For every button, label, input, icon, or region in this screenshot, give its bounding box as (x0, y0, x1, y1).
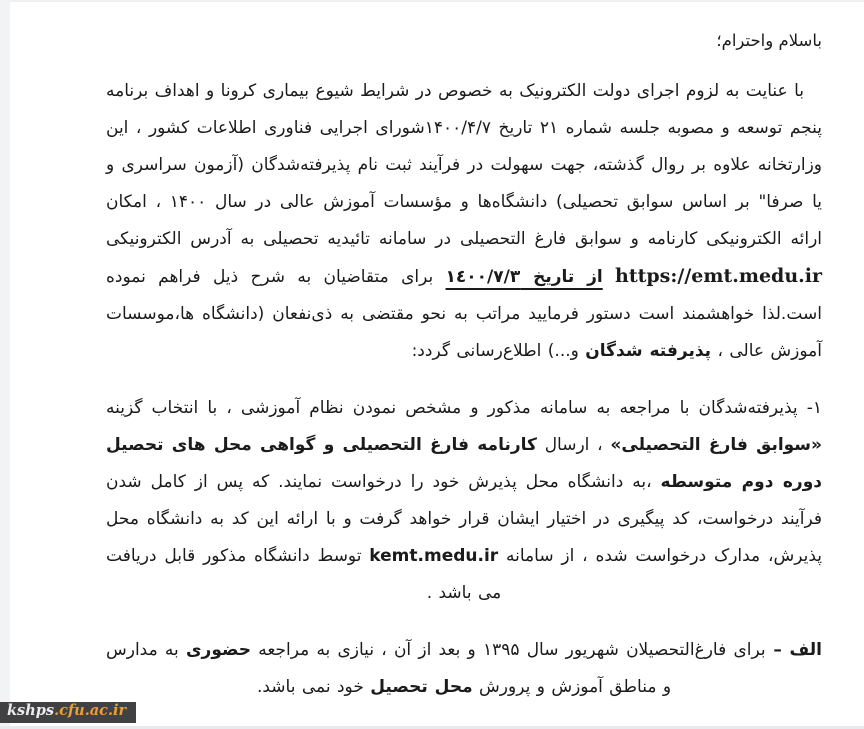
letter-body (106, 22, 822, 706)
text-run: به مدارس و مناطق آموزش و پرورش (106, 640, 672, 697)
text-run: پذیرفته شدگان (585, 341, 712, 361)
text-run: محل تحصیل (370, 677, 473, 697)
text-run: با عنایت به لزوم اجرای دولت الکترونیک به خصوص در شرایط شیوع بیماری کرونا و اهداف برنامه پنجم توسعه و مصوبه جلسه شماره ۲۱ تاریخ ۱۴۰۰/۴/۷شورای اجرایی فناوری اطلاعات کشور ، این وزارتخانه علاوه بر روال گذشته، جهت سهولت در فرآیند ثبت نام پذیرفته‌شدگان (آزمون سراسری و یا صرفا" بر اساس سوابق تحصیلی) دانشگاه‌ها و مؤسسات آموزش عالی در سال ۱۴۰۰ ، امکان ارائه الکترونیکی کارنامه و سوابق فارغ التحصیلی در سامانه تائیدیه تحصیلی به آدرس الکترونیکی (106, 81, 823, 249)
watermark-suffix: .cfu.ac.ir (54, 702, 127, 719)
url-text-run: https://emt.medu.ir (615, 265, 822, 287)
text-run: الف – (765, 640, 822, 660)
text-run: حضوری (185, 640, 251, 660)
text-run (603, 267, 615, 287)
text-run: از تاریخ ۱٤۰۰/۷/۳ (445, 267, 603, 287)
note-alef-paragraph (106, 632, 822, 706)
greeting-line: باسلام واحترام؛ (716, 31, 822, 50)
text-run: ،به دانشگاه محل پذیرش خود را درخواست نمایند. که پس از کامل شدن فرآیند درخواست، کد پیگیری در اختیار ایشان قرار خواهد گرفت و با ارائه این کد به دانشگاه محل پذیرش، مدارک درخواست شده ، از سامانه (106, 472, 822, 566)
page-top-edge (0, 0, 864, 2)
text-run: ۱- پذیرفته‌شدگان با مراجعه به سامانه مذکور و مشخص نمودن نظام آموزشی ، با انتخاب گزینه (106, 398, 822, 418)
watermark-prefix: kshps (7, 702, 55, 719)
intro-paragraph (106, 73, 822, 370)
text-run: برای فارغ‌التحصیلان شهریور سال ۱۳۹۵ و بعد از آن ، نیازی به مراجعه (251, 640, 766, 660)
text-run: ، ارسال (536, 435, 611, 455)
text-run: کارنامه فارغ التحصیلی و گواهی محل های تحصیل دوره دوم متوسطه (106, 435, 822, 492)
page-left-gutter (0, 0, 10, 729)
text-run: «سوابق فارغ التحصیلی» (610, 435, 823, 455)
item-1-paragraph (106, 390, 822, 612)
text-run: و...) اطلاع‌رسانی گردد: (411, 341, 586, 361)
url-text-run: kemt.medu.ir (369, 546, 499, 566)
text-run: برای متقاضیان به شرح ذیل فراهم نموده است.لذا خواهشمند است دستور فرمایید مراتب به نحو مقتضی به ذی‌نفعان (دانشگاه ها،موسسات آموزش عالی ، (106, 267, 822, 361)
text-run: خود نمی باشد. (256, 677, 371, 697)
text-run: توسط دانشگاه مذکور قابل دریافت می باشد . (106, 546, 502, 603)
site-watermark (0, 702, 136, 723)
